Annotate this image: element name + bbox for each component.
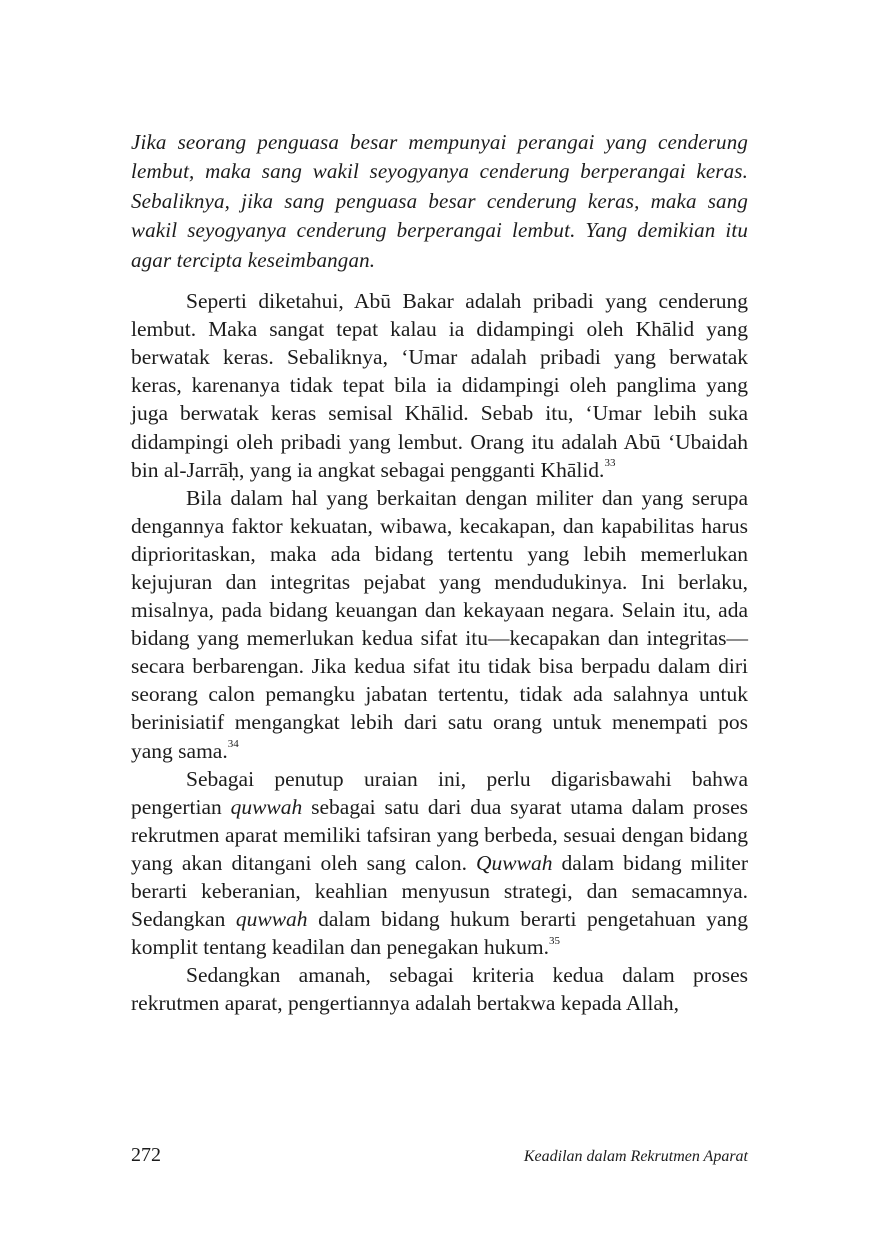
- paragraph-4: [131, 961, 748, 1017]
- paragraph-3-text-1: Sebagai penutup uraian ini, perlu digarisbawahi bahwa pengertian: [131, 766, 748, 819]
- page-footer: [131, 1144, 748, 1167]
- term-quwwah: quwwah: [230, 794, 303, 819]
- running-title: Keadilan dalam Rekrutmen Aparat: [523, 1148, 748, 1165]
- footnote-ref-35[interactable]: 35: [548, 935, 560, 948]
- term-quwwah: Quwwah: [476, 850, 553, 875]
- term-quwwah: quwwah: [235, 907, 308, 932]
- paragraph-3-text-2: sebagai satu dari dua syarat utama dalam proses rekrutmen aparat memiliki tafsiran yang berbeda, sesuai dengan bidang yang akan ditangani oleh sang calon.: [131, 794, 748, 875]
- paragraph-1: [131, 287, 748, 484]
- paragraph-3-text-4: dalam bidang hukum berarti pengetahuan yang komplit tentang keadilan dan penegakan hukum.: [131, 907, 748, 960]
- footnote-ref-34[interactable]: 34: [227, 738, 239, 751]
- paragraph-2: [131, 484, 748, 765]
- page-number: 272: [131, 1144, 161, 1166]
- paragraph-2-text: Bila dalam hal yang berkaitan dengan militer dan yang serupa dengannya faktor kekuatan, wibawa, kecakapan, dan kapabilitas harus diprioritaskan, maka ada bidang tertentu yang lebih memerlukan kejujuran dan integritas pejabat yang mendudukinya. Ini berlaku, misalnya, pada bidang keuangan dan kekayaan negara. Selain itu, ada bidang yang memerlukan kedua sifat itu—kecapakan dan integritas—secara berbarengan. Jika kedua sifat itu tidak bisa berpadu dalam diri seorang calon pemangku jabatan tertentu, tidak ada salahnya untuk berinisiatif mengangkat lebih dari satu orang untuk menempati pos yang sama.: [131, 485, 748, 763]
- footnote-ref-33[interactable]: 33: [604, 457, 616, 470]
- italic-quote: Jika seorang penguasa besar mempunyai perangai yang cenderung lembut, maka sang wakil seyogyanya cenderung berperangai keras. Sebaliknya, jika sang penguasa besar cenderung keras, maka sang wakil seyogyanya cenderung berperangai lembut. Yang demikian itu agar tercipta keseimbangan.: [131, 130, 748, 272]
- paragraph-3: [131, 765, 748, 962]
- paragraph-3-text-3: dalam bidang militer berarti keberanian, keahlian menyusun strategi, dan semacamnya. Sedangkan: [131, 850, 748, 932]
- paragraph-1-text: Seperti diketahui, Abū Bakar adalah pribadi yang cenderung lembut. Maka sangat tepat kalau ia didampingi oleh Khālid yang berwatak keras. Sebaliknya, ‘Umar adalah pribadi yang berwatak keras, karenanya tidak tepat bila ia didampingi oleh panglima yang juga berwatak keras semisal Khālid. Sebab itu, ‘Umar lebih suka didampingi oleh pribadi yang lembut. Orang itu adalah Abū ‘Ubaidah bin al-Jarrāḥ, yang ia angkat sebagai pengganti Khālid.: [131, 289, 748, 482]
- page-body: [131, 128, 748, 1017]
- paragraph-4-text: Sedangkan amanah, sebagai kriteria kedua dalam proses rekrutmen aparat, pengertiannya adalah bertakwa kepada Allah,: [131, 963, 748, 1016]
